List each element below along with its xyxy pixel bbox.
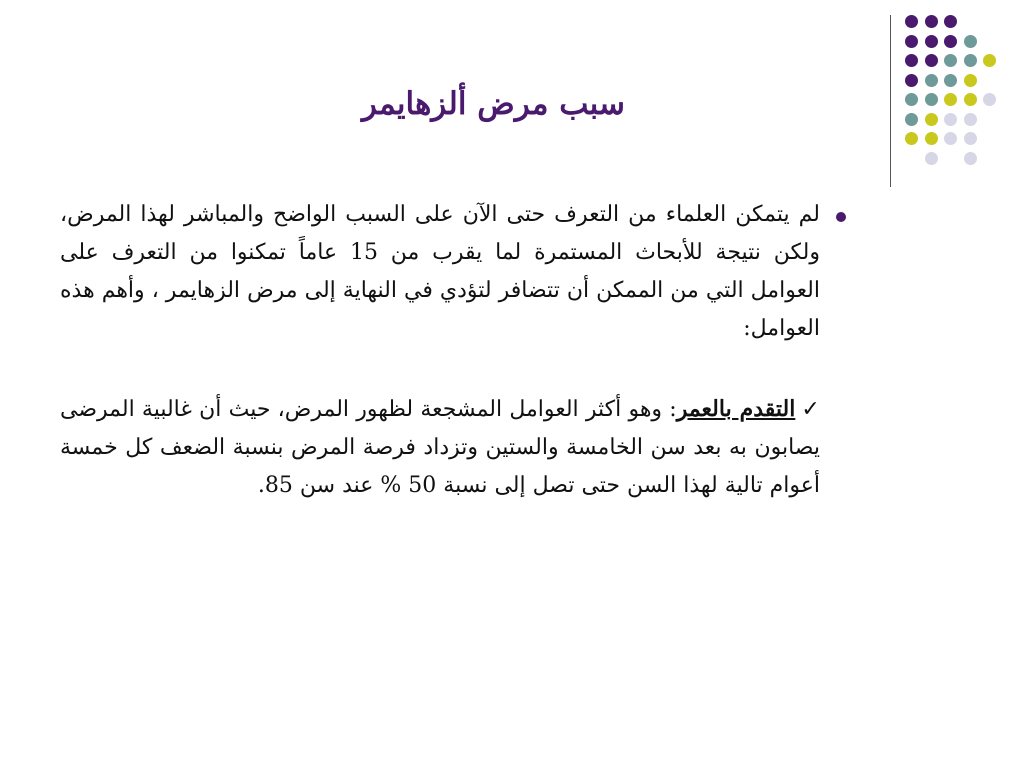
decorative-dot bbox=[905, 35, 918, 48]
age-factor-text: وهو أكثر العوامل المشجعة لظهور المرض، حيث أن غالبية المرضى يصابون به بعد سن الخامسة والستين وتزداد فرصة المرض بنسبة الضعف كل خمسة أعوام تالية لهذا السن حتى تصل إلى نسبة 50 % عند سن 85. bbox=[60, 397, 820, 498]
decorative-dot bbox=[925, 54, 938, 67]
decorative-dot bbox=[925, 93, 938, 106]
decorative-dot bbox=[905, 15, 918, 28]
decorative-dot bbox=[944, 35, 957, 48]
slide-body bbox=[60, 196, 820, 505]
term-aging: التقدم بالعمر bbox=[676, 396, 796, 422]
decorative-dot bbox=[944, 113, 957, 126]
decorative-dot bbox=[925, 35, 938, 48]
decorative-dot bbox=[944, 74, 957, 87]
slide-title: سبب مرض ألزهايمر bbox=[361, 86, 625, 122]
vertical-divider bbox=[890, 15, 891, 187]
term-colon: : bbox=[662, 397, 677, 422]
decorative-dot-grid bbox=[900, 10, 1020, 170]
paragraph-age-factor bbox=[60, 390, 820, 505]
check-mark-icon: ✓ bbox=[801, 397, 820, 422]
decorative-dot bbox=[925, 74, 938, 87]
decorative-dot bbox=[964, 152, 977, 165]
decorative-dot bbox=[925, 152, 938, 165]
decorative-dot bbox=[905, 93, 918, 106]
decorative-dot bbox=[905, 54, 918, 67]
decorative-dot bbox=[925, 132, 938, 145]
decorative-dot bbox=[964, 93, 977, 106]
bullet-icon bbox=[836, 212, 846, 222]
decorative-dot bbox=[944, 15, 957, 28]
decorative-dot bbox=[964, 113, 977, 126]
decorative-dot bbox=[983, 54, 996, 67]
decorative-dot bbox=[905, 113, 918, 126]
decorative-dot bbox=[964, 54, 977, 67]
decorative-dot bbox=[905, 132, 918, 145]
decorative-dot bbox=[964, 35, 977, 48]
decorative-dot bbox=[925, 113, 938, 126]
decorative-dot bbox=[925, 15, 938, 28]
decorative-dot bbox=[944, 132, 957, 145]
decorative-dot bbox=[944, 93, 957, 106]
decorative-dot bbox=[944, 54, 957, 67]
decorative-dot bbox=[964, 132, 977, 145]
paragraph-intro: لم يتمكن العلماء من التعرف حتى الآن على السبب الواضح والمباشر لهذا المرض، ولكن نتيجة للأبحاث المستمرة لما يقرب من 15 عاماً تمكنوا من التعرف على العوامل التي من الممكن أن تتضافر لتؤدي في النهاية إلى مرض الزهايمر ، وأهم هذه العوامل: bbox=[60, 202, 820, 341]
decorative-dot bbox=[964, 74, 977, 87]
decorative-dot bbox=[905, 74, 918, 87]
decorative-dot bbox=[983, 93, 996, 106]
